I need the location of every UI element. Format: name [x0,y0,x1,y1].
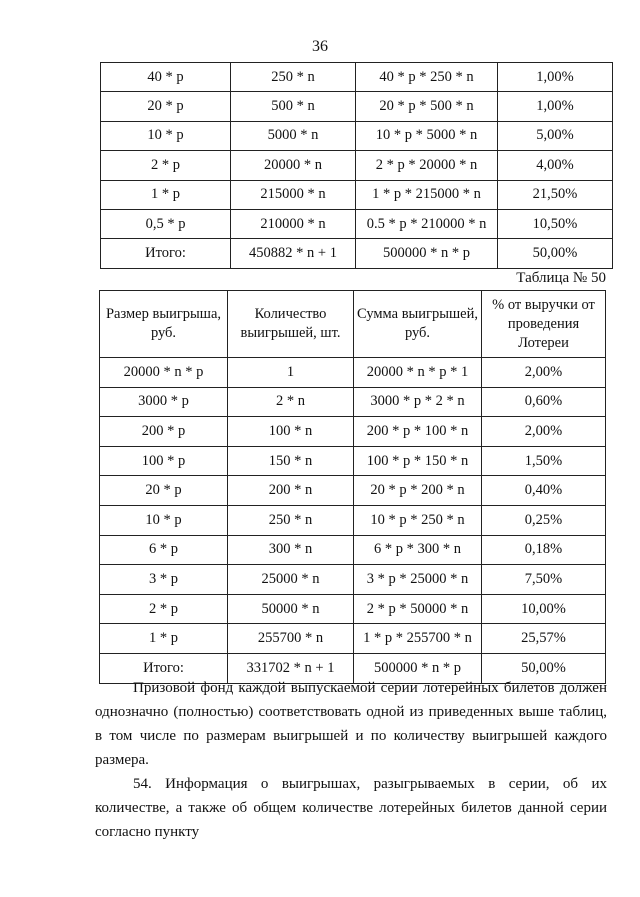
cell-revenue-percent: 4,00% [498,151,613,180]
paragraph-prize-fund [95,676,607,772]
prize-table-continued-body [101,63,613,269]
cell-prize-count: 50000 * n [228,594,354,624]
cell-revenue-percent: 0,60% [482,387,606,417]
cell-prize-count: 450882 * n + 1 [231,239,356,268]
cell-revenue-percent: 10,00% [482,594,606,624]
table-row [101,180,613,209]
cell-prize-count: 150 * n [228,446,354,476]
cell-prize-sum: 500000 * n * p [354,653,482,683]
cell-revenue-percent: 5,00% [498,121,613,150]
cell-prize-count: 255700 * n [228,624,354,654]
cell-prize-size: Итого: [100,653,228,683]
table-row [101,209,613,238]
paragraph-54 [95,772,607,844]
cell-revenue-percent: 10,50% [498,209,613,238]
prize-table-50-body [100,358,606,684]
cell-prize-sum: 3000 * p * 2 * n [354,387,482,417]
cell-revenue-percent: 1,50% [482,446,606,476]
table-row [101,151,613,180]
cell-prize-count: 25000 * n [228,565,354,595]
cell-prize-sum: 200 * p * 100 * n [354,417,482,447]
table-caption: Таблица № 50 [516,270,606,286]
cell-prize-sum: 0.5 * p * 210000 * n [356,209,498,238]
cell-prize-sum: 40 * p * 250 * n [356,63,498,92]
cell-prize-sum: 10 * p * 5000 * n [356,121,498,150]
cell-prize-size: 100 * p [100,446,228,476]
cell-prize-sum: 10 * p * 250 * n [354,505,482,535]
cell-prize-size: 2 * p [101,151,231,180]
cell-revenue-percent: 2,00% [482,417,606,447]
cell-prize-size: 200 * p [100,417,228,447]
cell-revenue-percent: 1,00% [498,92,613,121]
table-row [100,535,606,565]
cell-prize-size: 10 * p [101,121,231,150]
cell-prize-count: 210000 * n [231,209,356,238]
table-row [100,417,606,447]
table-row [100,387,606,417]
cell-revenue-percent: 0,18% [482,535,606,565]
cell-revenue-percent: 25,57% [482,624,606,654]
header-revenue-percent: % от выручки от проведения Лотереи [482,291,606,358]
cell-prize-size: 40 * p [101,63,231,92]
cell-prize-count: 500 * n [231,92,356,121]
prize-table-50 [99,290,606,684]
table-row [100,594,606,624]
cell-prize-size: 20000 * n * p [100,358,228,388]
cell-prize-sum: 2 * p * 20000 * n [356,151,498,180]
cell-prize-count: 215000 * n [231,180,356,209]
cell-prize-count: 300 * n [228,535,354,565]
cell-prize-count: 1 [228,358,354,388]
cell-revenue-percent: 1,00% [498,63,613,92]
header-prize-size: Размер выигрыша, руб. [100,291,228,358]
cell-prize-size: 3000 * p [100,387,228,417]
table-row [101,239,613,268]
cell-prize-size: 20 * p [100,476,228,506]
cell-prize-count: 2 * n [228,387,354,417]
paragraph-54-text: 54. Информация о выигрышах, разыгрываемых в серии, об их количестве, а также об общем количестве лотерейных билетов данной серии согласно пункту [95,776,607,840]
cell-revenue-percent: 0,40% [482,476,606,506]
prize-table-continued [100,62,613,269]
cell-prize-sum: 20 * p * 200 * n [354,476,482,506]
cell-prize-sum: 100 * p * 150 * n [354,446,482,476]
cell-prize-count: 250 * n [231,63,356,92]
cell-prize-sum: 1 * p * 255700 * n [354,624,482,654]
cell-prize-sum: 3 * p * 25000 * n [354,565,482,595]
table-row [101,63,613,92]
cell-prize-sum: 20 * p * 500 * n [356,92,498,121]
table-header-row [100,291,606,358]
cell-prize-size: 20 * p [101,92,231,121]
cell-revenue-percent: 2,00% [482,358,606,388]
cell-prize-size: 2 * p [100,594,228,624]
cell-prize-size: 6 * p [100,535,228,565]
cell-revenue-percent: 21,50% [498,180,613,209]
cell-prize-count: 20000 * n [231,151,356,180]
cell-revenue-percent: 0,25% [482,505,606,535]
cell-prize-count: 5000 * n [231,121,356,150]
cell-prize-count: 200 * n [228,476,354,506]
cell-prize-count: 100 * n [228,417,354,447]
cell-prize-size: 1 * p [101,180,231,209]
table-row [101,121,613,150]
page-number: 36 [312,38,328,55]
cell-prize-count: 250 * n [228,505,354,535]
cell-prize-sum: 6 * p * 300 * n [354,535,482,565]
header-prize-count: Количество выигрышей, шт. [228,291,354,358]
cell-prize-size: Итого: [101,239,231,268]
cell-prize-size: 0,5 * p [101,209,231,238]
cell-revenue-percent: 50,00% [498,239,613,268]
cell-revenue-percent: 50,00% [482,653,606,683]
cell-prize-sum: 2 * p * 50000 * n [354,594,482,624]
header-prize-sum: Сумма выигрышей, руб. [354,291,482,358]
table-row [100,624,606,654]
table-row [100,505,606,535]
cell-prize-count: 331702 * n + 1 [228,653,354,683]
table-row [100,358,606,388]
cell-prize-size: 10 * p [100,505,228,535]
table-row [100,476,606,506]
table-row [100,446,606,476]
cell-prize-sum: 500000 * n * p [356,239,498,268]
table-row [100,565,606,595]
cell-prize-sum: 1 * p * 215000 * n [356,180,498,209]
cell-prize-sum: 20000 * n * p * 1 [354,358,482,388]
cell-prize-size: 3 * p [100,565,228,595]
cell-revenue-percent: 7,50% [482,565,606,595]
cell-prize-size: 1 * p [100,624,228,654]
paragraph-prize-fund-text: Призовой фонд каждой выпускаемой серии лотерейных билетов должен однозначно (полностью) соответствовать одной из приведенных выше таблиц, в том числе по размерам выигрышей и по количеству выигрышей каждого размера. [95,680,607,768]
table-row [101,92,613,121]
